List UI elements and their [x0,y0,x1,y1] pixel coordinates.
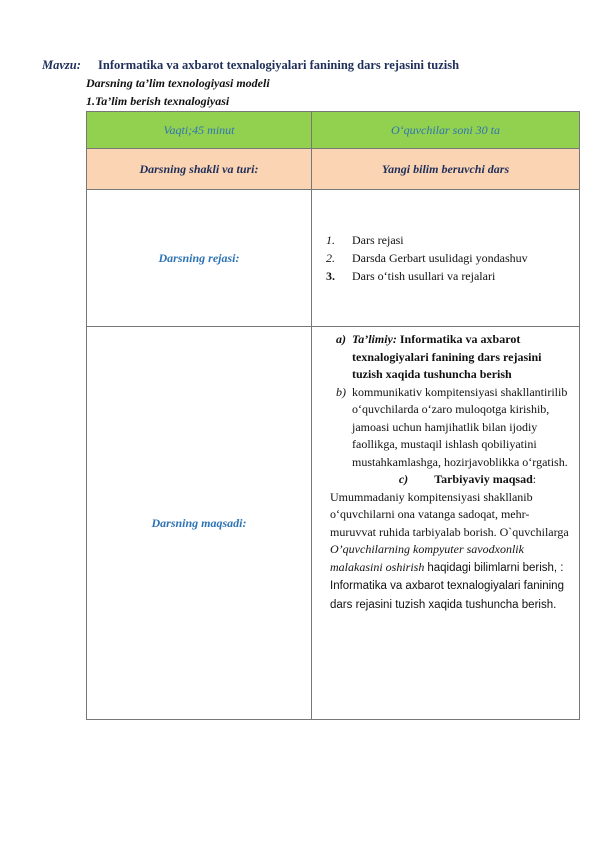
table-row-plan [87,190,580,327]
goal-b [322,384,573,472]
goal-c-label: Tarbiyaviy maqsad [434,472,533,486]
goal-a-text: Informatika va axbarot texnalogiyalari fanining dars rejasini tuzish xaqida tushuncha berish [352,332,542,381]
goal-marker: c) [398,472,409,486]
list-number: 1. [326,233,335,247]
goal-b-text: kommunikativ kompitensiyasi shakllantirilib o‘quvchilarda o‘zaro muloqotga kirishib, jamoasi uchun hamjihatlik bilan ijodiy faollikga, mustaqil ishlash qobiliyatini mustahkamlashga, hozirjavoblikka o‘rgatish. [352,384,568,469]
lesson-plan-content [312,190,580,327]
lesson-form-value: Yangi bilim beruvchi dars [312,149,580,190]
table-row-form [87,149,580,190]
list-number: 2. [326,251,335,265]
goal-c-text-2: O’quvchilarning kompyuter savodxonlik malakasini oshirish [330,542,524,574]
list-item [326,267,579,285]
goal-a-label: Ta’limiy: [352,332,397,346]
lesson-form-label: Darsning shakli va turi: [87,149,312,190]
list-text: Dars rejasi [352,233,404,247]
topic-title: Informatika va axbarot texnalogiyalari fanining dars rejasini tuzish [98,58,460,72]
lesson-plan-label: Darsning rejasi: [87,190,312,327]
plan-list [312,231,579,285]
goal-c-text-4: : Informatika va axbarot texnalogiyalari fanining dars rejasini tuzish xaqida tushuncha berish. [330,561,564,611]
goal-c-colon: : [532,472,537,486]
goal-c-heading [322,471,573,489]
list-text: Dars o‘tish usullari va rejalari [352,269,496,283]
topic-line [42,58,459,73]
list-number: 3. [326,269,335,283]
table-row-goals [87,327,580,720]
teaching-technology-title: 1.Ta’lim berish texnalogiyasi [86,94,230,108]
lesson-goals-content [312,327,580,720]
goal-c-text [322,489,573,615]
list-text: Darsda Gerbart usulidagi yondashuv [352,251,528,265]
goal-marker: b) [336,384,346,399]
goal-a [322,331,573,384]
lesson-plan-table [86,111,580,720]
time-cell: Vaqti;45 minut [87,112,312,149]
students-count-cell: O‘quvchilar soni 30 ta [312,112,580,149]
topic-label: Mavzu: [42,58,81,72]
goal-c-text-3: haqidagi bilimlarni berish, [427,561,558,574]
lesson-model-title: Darsning ta’lim texnologiyasi modeli [86,76,270,90]
goal-marker: a) [336,332,346,346]
list-item [326,249,579,267]
list-item [326,231,579,249]
lesson-goals-label: Darsning maqsadi: [87,327,312,720]
table-row-time [87,112,580,149]
goal-c-text-1: Umummadaniy kompitensiyasi shakllanib o‘quvchilarni ona vatanga sadoqat, mehr-muruvvat ruhida tarbiyalab borish. O`quvchilarga [330,489,569,539]
